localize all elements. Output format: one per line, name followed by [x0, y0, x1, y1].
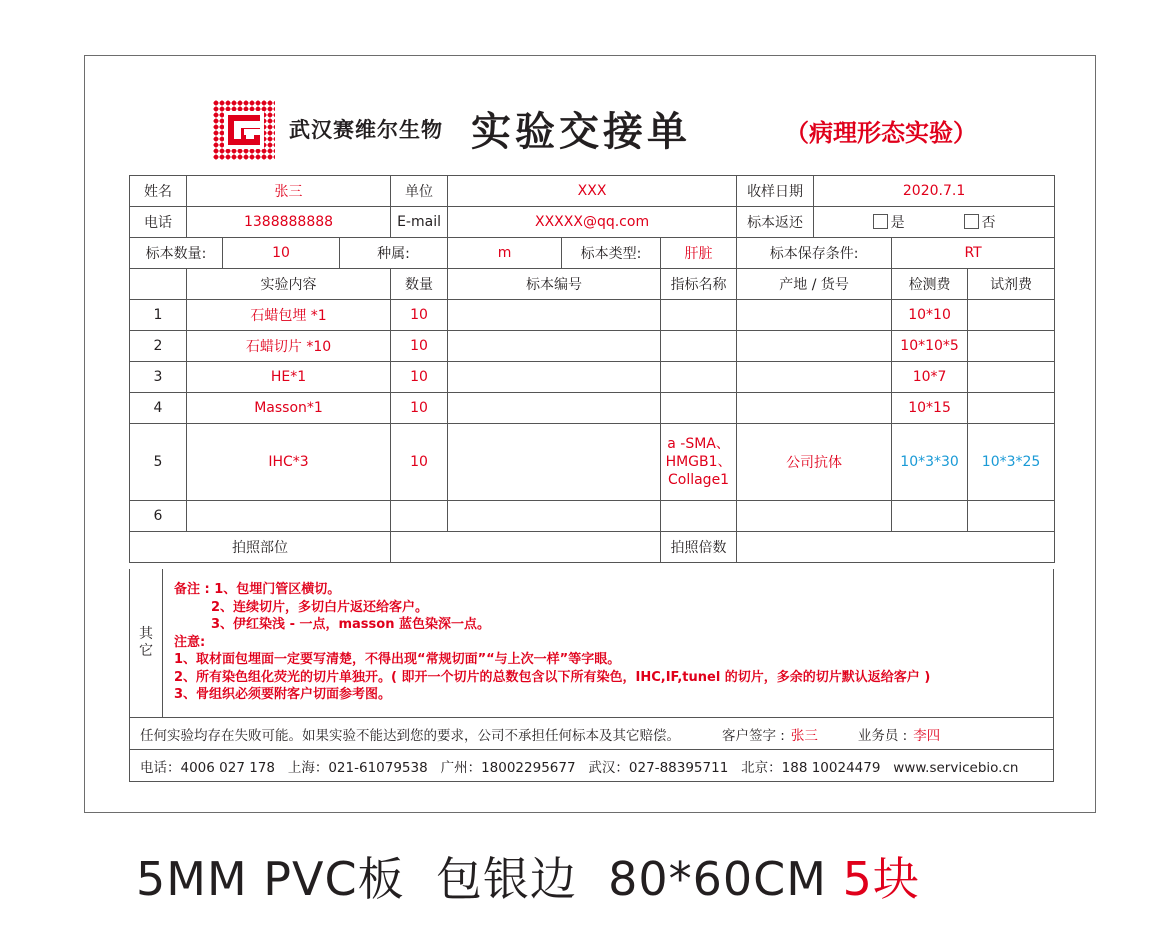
- note-line: 备注 : 1、包埋门管区横切。: [174, 582, 341, 597]
- row-reagent[interactable]: [968, 501, 1055, 532]
- row-reagent[interactable]: [968, 393, 1055, 424]
- indicator-line: Collage1: [667, 472, 730, 488]
- row-qty[interactable]: 10: [391, 393, 448, 424]
- species-label: 种属:: [340, 238, 448, 269]
- row-origin[interactable]: 公司抗体: [737, 424, 892, 501]
- count-value[interactable]: 10: [223, 238, 340, 269]
- table-row: [130, 424, 1055, 501]
- info-row-1: [130, 176, 1055, 207]
- row-indicator[interactable]: [661, 331, 737, 362]
- note-line: 2、所有染色组化荧光的切片单独开。( 即开一个切片的总数包含以下所有染色，IHC,IF,tunel 的切片，多余的切片默认返给客户 ): [174, 669, 931, 685]
- col-header-content: 实验内容: [187, 269, 391, 300]
- info-row-2: [130, 207, 1055, 238]
- row-fee[interactable]: 10*15: [892, 393, 968, 424]
- email-value[interactable]: XXXXX@qq.com: [448, 207, 737, 238]
- row-origin[interactable]: [737, 501, 892, 532]
- date-value[interactable]: 2020.7.1: [814, 176, 1055, 207]
- return-no-checkbox[interactable]: [964, 214, 979, 229]
- salesperson-label: 业务员 :: [857, 727, 908, 744]
- table-row: [130, 362, 1055, 393]
- row-qty[interactable]: 10: [391, 362, 448, 393]
- row-indicator[interactable]: [661, 300, 737, 331]
- col-header-reagent: 试剂费: [968, 269, 1055, 300]
- count-label: 标本数量:: [130, 238, 223, 269]
- note-line: 1、取材面包埋面一定要写清楚，不得出现“常规切面”“与上次一样”等字眼。: [174, 652, 621, 667]
- row-fee[interactable]: 10*10: [892, 300, 968, 331]
- row-origin[interactable]: [737, 393, 892, 424]
- caption-highlight: 5块: [842, 852, 920, 906]
- col-header-indicator: 指标名称: [661, 269, 737, 300]
- unit-value[interactable]: XXX: [448, 176, 737, 207]
- form-board: [84, 55, 1096, 813]
- note-line: 注意:: [174, 634, 206, 650]
- row-qty[interactable]: 10: [391, 300, 448, 331]
- row-fee[interactable]: 10*10*5: [892, 331, 968, 362]
- row-fee[interactable]: 10*7: [892, 362, 968, 393]
- client-signature-value[interactable]: 张三: [790, 727, 818, 744]
- row-no: 2: [130, 331, 187, 362]
- photo-site-label: 拍照部位: [130, 532, 391, 563]
- print-spec-caption: [136, 843, 920, 909]
- note-line: 3、骨组织必须要附客户切面参考图。: [174, 687, 392, 702]
- handover-form-table: [129, 175, 1055, 563]
- row-no: 4: [130, 393, 187, 424]
- row-indicator[interactable]: [661, 424, 737, 501]
- photo-mag-value[interactable]: [737, 532, 1055, 563]
- row-origin[interactable]: [737, 331, 892, 362]
- row-sample-id[interactable]: [448, 300, 661, 331]
- row-reagent[interactable]: 10*3*25: [968, 424, 1055, 501]
- row-content[interactable]: [187, 501, 391, 532]
- row-indicator[interactable]: [661, 362, 737, 393]
- row-fee[interactable]: 10*3*30: [892, 424, 968, 501]
- return-yes-label: 是: [890, 215, 905, 231]
- date-label: 收样日期: [737, 176, 814, 207]
- disclaimer-row: [129, 718, 1054, 750]
- row-origin[interactable]: [737, 300, 892, 331]
- col-header-fee: 检测费: [892, 269, 968, 300]
- storage-label: 标本保存条件:: [737, 238, 892, 269]
- note-line: 2、连续切片，多切白片返还给客户。: [211, 599, 429, 615]
- unit-label: 单位: [391, 176, 448, 207]
- page-title: 实验交接单: [471, 109, 691, 155]
- row-qty[interactable]: [391, 501, 448, 532]
- row-content[interactable]: IHC*3: [187, 424, 391, 501]
- row-content[interactable]: 石蜡包埋 *1: [187, 300, 391, 331]
- salesperson-value[interactable]: 李四: [913, 727, 941, 744]
- photo-mag-label: 拍照倍数: [661, 532, 737, 563]
- return-no-label: 否: [981, 215, 996, 231]
- table-row: [130, 393, 1055, 424]
- table-row: [130, 300, 1055, 331]
- type-value[interactable]: 肝脏: [661, 238, 737, 269]
- page-subtitle: （病理形态实验）: [785, 119, 977, 147]
- row-indicator[interactable]: [661, 393, 737, 424]
- notes-label: 其 它: [130, 569, 163, 717]
- row-indicator[interactable]: [661, 501, 737, 532]
- col-header-sample-id: 标本编号: [448, 269, 661, 300]
- row-content[interactable]: HE*1: [187, 362, 391, 393]
- indicator-line: a -SMA、: [667, 436, 730, 452]
- table-row: [130, 501, 1055, 532]
- storage-value[interactable]: RT: [892, 238, 1055, 269]
- notes-text: [174, 581, 930, 704]
- company-name: 武汉赛维尔生物: [289, 118, 443, 142]
- table-header-row: [130, 269, 1055, 300]
- row-reagent[interactable]: [968, 362, 1055, 393]
- email-label: E-mail: [391, 207, 448, 238]
- row-no: 1: [130, 300, 187, 331]
- row-reagent[interactable]: [968, 331, 1055, 362]
- contacts-row: [129, 750, 1054, 782]
- phone-label: 电话: [130, 207, 187, 238]
- photo-row: [130, 532, 1055, 563]
- row-content[interactable]: Masson*1: [187, 393, 391, 424]
- row-sample-id[interactable]: [448, 393, 661, 424]
- notes-section: [129, 569, 1054, 718]
- species-value[interactable]: m: [448, 238, 562, 269]
- client-signature-label: 客户签字 :: [722, 727, 785, 744]
- return-label: 标本返还: [737, 207, 814, 238]
- caption-text: 5MM PVC板 包银边 80*60CM: [136, 852, 843, 906]
- contacts-text: 电话：4006 027 178 上海：021-61079538 广州：18002295677 武汉：027-88395711 北京：188 10024479 www.servicebio.cn: [140, 759, 1019, 776]
- row-no: 5: [130, 424, 187, 501]
- row-sample-id[interactable]: [448, 331, 661, 362]
- col-header-qty: 数量: [391, 269, 448, 300]
- return-options: [814, 207, 1055, 238]
- row-content[interactable]: 石蜡切片 *10: [187, 331, 391, 362]
- company-logo-icon: [213, 100, 275, 160]
- row-fee[interactable]: [892, 501, 968, 532]
- name-value[interactable]: 张三: [187, 176, 391, 207]
- indicator-line: HMGB1、: [665, 454, 732, 470]
- row-origin[interactable]: [737, 362, 892, 393]
- photo-site-value[interactable]: [391, 532, 661, 563]
- row-no: 6: [130, 501, 187, 532]
- col-header-origin: 产地 / 货号: [737, 269, 892, 300]
- row-qty[interactable]: 10: [391, 424, 448, 501]
- row-sample-id[interactable]: [448, 501, 661, 532]
- row-qty[interactable]: 10: [391, 331, 448, 362]
- disclaimer-text: 任何实验均存在失败可能。如果实验不能达到您的要求，公司不承担任何标本及其它赔偿。: [140, 727, 680, 744]
- type-label: 标本类型:: [562, 238, 661, 269]
- note-line: 3、伊红染浅 - 一点，masson 蓝色染深一点。: [211, 617, 490, 632]
- row-reagent[interactable]: [968, 300, 1055, 331]
- row-sample-id[interactable]: [448, 362, 661, 393]
- info-row-3: [130, 238, 1055, 269]
- header: [85, 56, 1095, 176]
- table-row: [130, 331, 1055, 362]
- name-label: 姓名: [130, 176, 187, 207]
- phone-value[interactable]: 1388888888: [187, 207, 391, 238]
- row-sample-id[interactable]: [448, 424, 661, 501]
- row-no: 3: [130, 362, 187, 393]
- col-header-no: [130, 269, 187, 300]
- return-yes-checkbox[interactable]: [873, 214, 888, 229]
